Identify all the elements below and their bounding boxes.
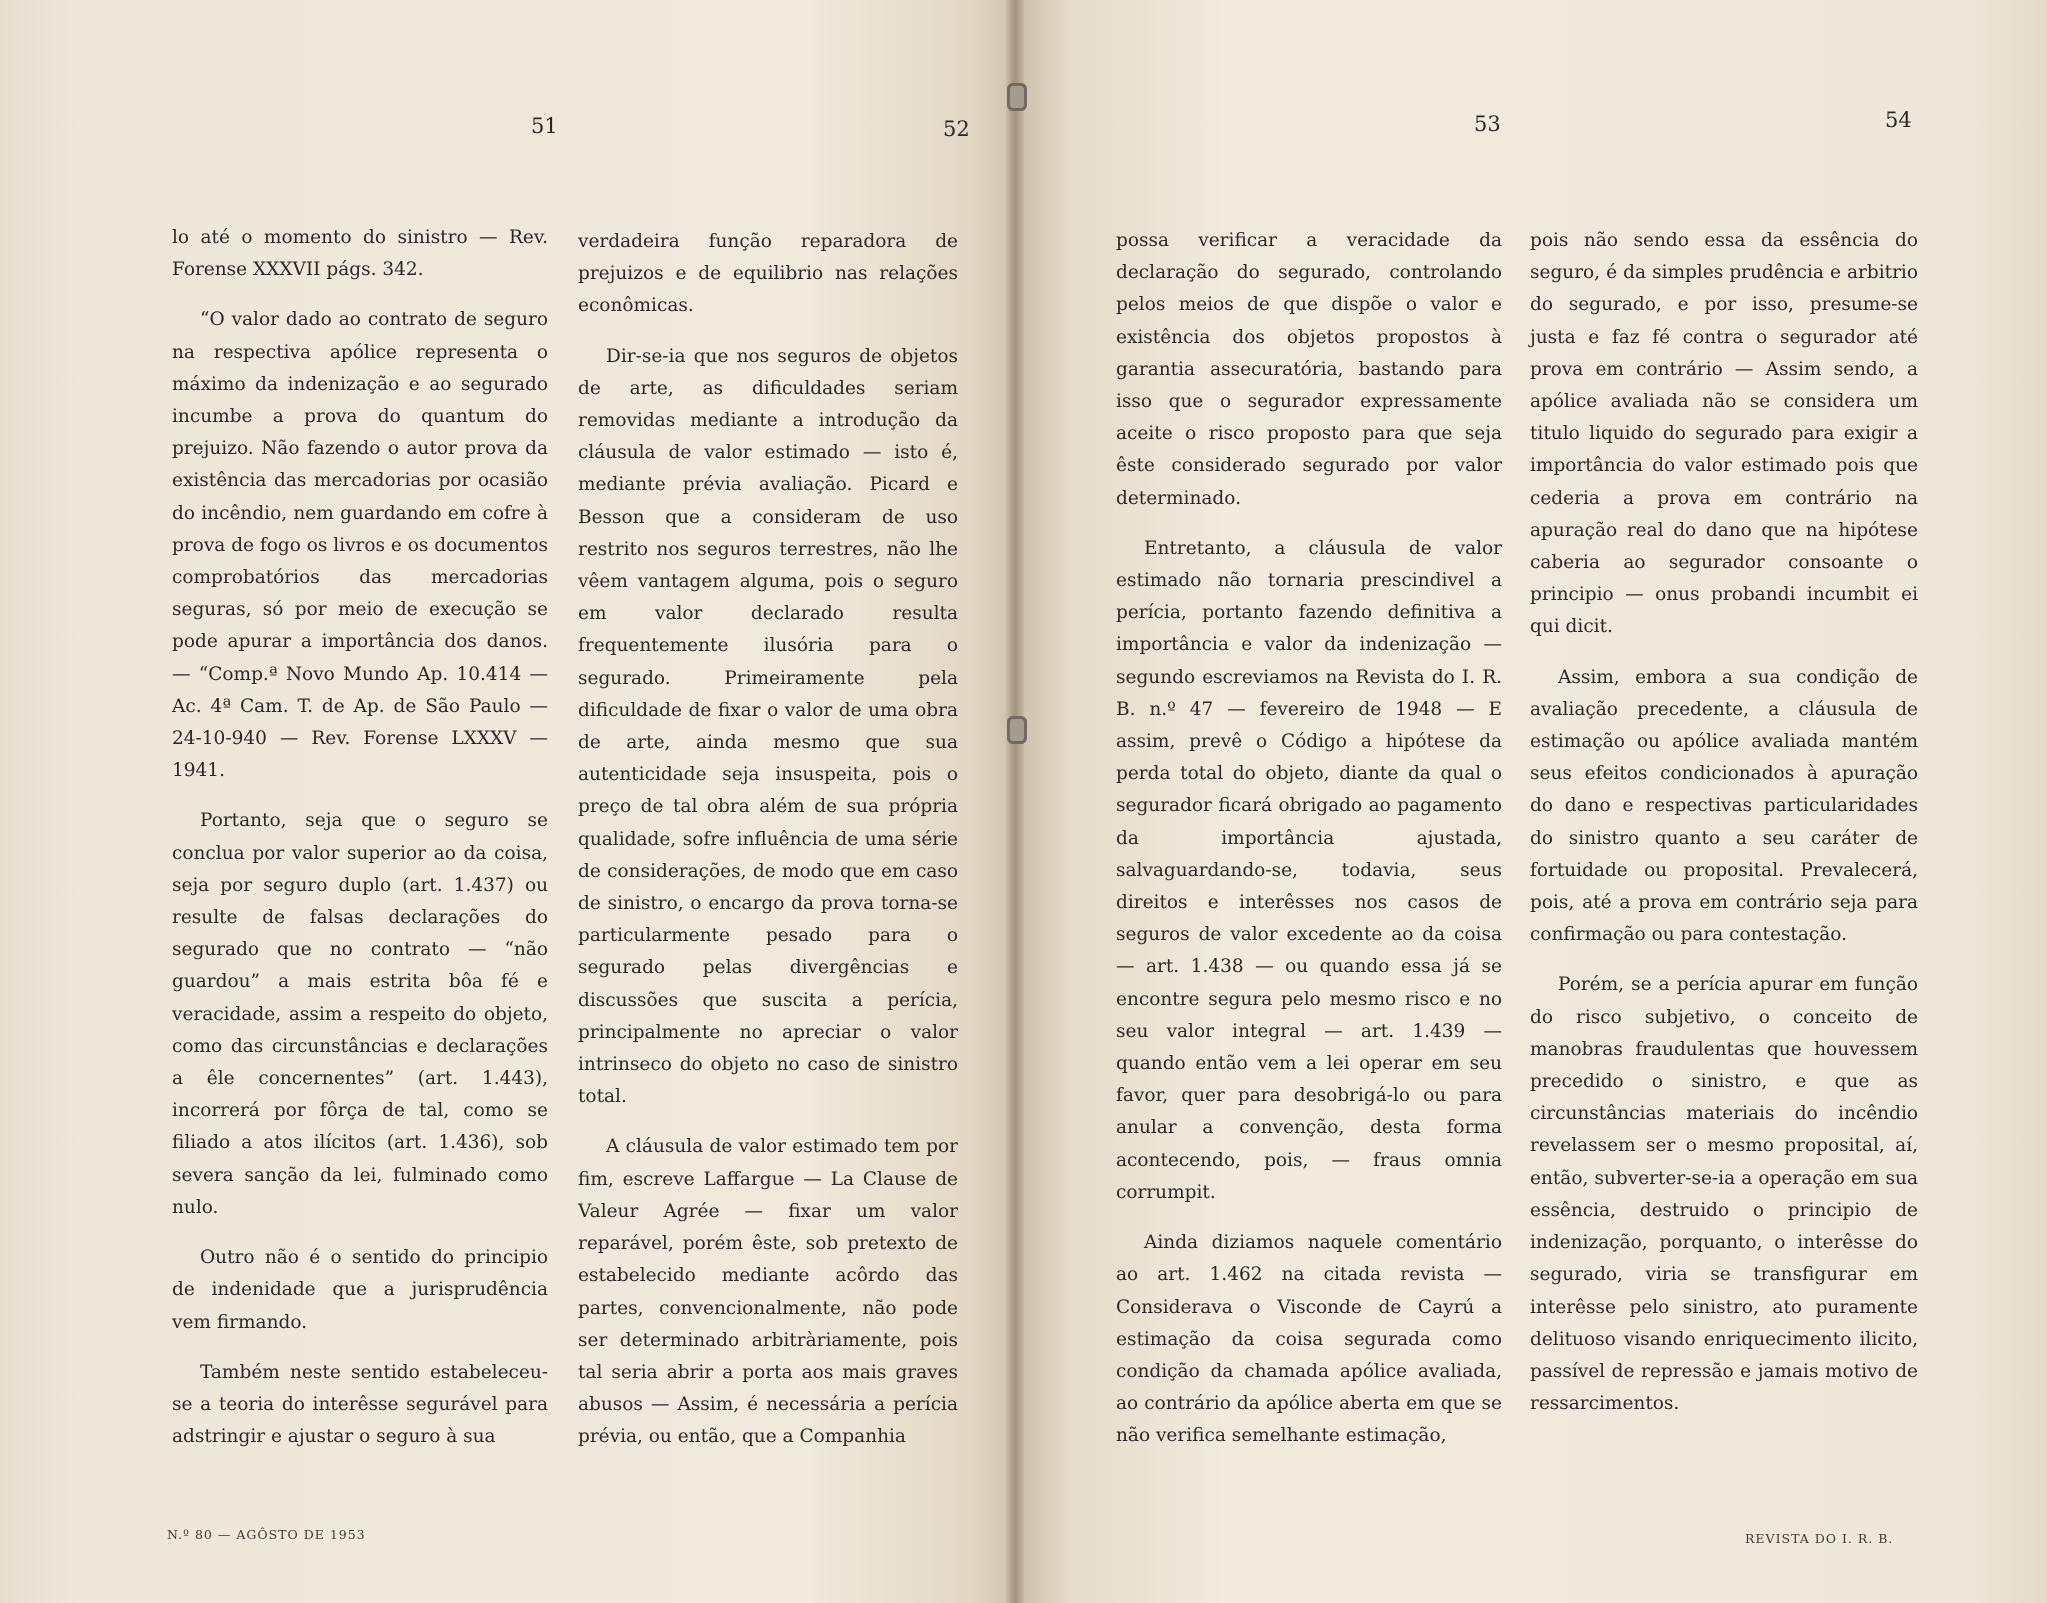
paragraph: Assim, embora a sua condição de avaliação precedente, a cláusula de estimação ou apólice avaliada mantém seus efeitos condicionados à apuração do dano e respectivas particularidades do sinistro quanto a seu caráter de fortuidade ou proposital. Prevalecerá, pois, até a prova em contrário seja para confirmação ou para contestação. (1530, 666, 1918, 946)
paragraph: pois não sendo essa da essência do seguro, é da simples prudência e arbitrio do segurado, e por isso, presume-se justa e faz fé contra o segurador até prova em contrário — Assim sendo, a apólice avaliada não se considera um titulo liquido do segurado para exigir a importância do valor estimado pois que cederia a prova em contrário na apuração real do dano que na hipótese caberia ao segurador consoante o principio — onus probandi incumbit ei qui dicit. (1530, 230, 1918, 638)
paragraph: Ainda diziamos naquele comentário ao art. 1.462 na citada revista — Considerava o Visconde de Cayrú a estimação da coisa segurada como condição da chamada apólice avaliada, ao contrário da apólice aberta em que se não verifica semelhante estimação, (1116, 1232, 1502, 1447)
page-number-51: 51 (531, 114, 558, 138)
paragraph: A cláusula de valor estimado tem por fim, escreve Laffargue — La Clause de Valeur Agrée — fixar um valor reparável, porém êste, sob pretexto de estabelecido mediante acôrdo das partes, convencionalmente, não pode ser determinado arbitràriamente, pois tal seria abrir a porta aos mais graves abusos — Assim, é necessária a perícia prévia, ou então, que a Companhia (578, 1136, 958, 1448)
paragraph: verdadeira função reparadora de prejuizos e de equilibrio nas relações econômicas. (578, 231, 958, 317)
paragraph: Dir-se-ia que nos seguros de objetos de arte, as dificuldades seriam removidas mediante a introdução da cláusula de valor estimado — isto é, mediante prévia avaliação. Picard e Besson que a consideram de uso restrito nos seguros terrestres, não lhe vêem vantagem alguma, pois o seguro em valor declarado resulta frequentemente ilusória para o segurado. Primeiramente pela dificuldade de fixar o valor de uma obra de arte, ainda mesmo que sua autenticidade seja insuspeita, pois o preço de tal obra além de sua própria qualidade, sofre influência de uma série de considerações, de modo que em caso de sinistro, o encargo da prova torna-se particularmente pesado para o segurado pelas divergências e discussões que suscita a perícia, principalmente no apreciar o valor intrinseco do objeto no caso de sinistro total. (578, 345, 958, 1108)
book-gutter (1006, 0, 1024, 1603)
text-column-page-51 (172, 222, 548, 1471)
staple-icon (1007, 716, 1027, 744)
page-number-54: 54 (1885, 108, 1912, 132)
footer-journal-name: REVISTA DO I. R. B. (1745, 1531, 1894, 1546)
paragraph: possa verificar a veracidade da declaração do segurado, controlando pelos meios de que dispõe o valor e existência dos objetos propostos à garantia assecuratória, bastando para isso que o segurador expressamente aceite o risco proposto para que seja êste considerado segurado por valor determinado. (1116, 230, 1502, 509)
page-number-53: 53 (1474, 112, 1501, 136)
text-column-page-53 (1116, 225, 1502, 1471)
footer-issue-date: N.º 80 — AGÔSTO DE 1953 (167, 1527, 366, 1542)
paragraph: Outro não é o sentido do principio de indenidade que a jurisprudência vem firmando. (172, 1247, 548, 1333)
paragraph: Portanto, seja que o seguro se conclua por valor superior ao da coisa, seja por seguro duplo (art. 1.437) ou resulte de falsas declarações do segurado que no contrato — “não guardou” a mais estrita bôa fé e veracidade, assim a respeito do objeto, como das circunstâncias e declarações a êle concernentes” (art. 1.443), incorrerá por fôrça de tal, como se filiado a atos ilícitos (art. 1.436), sob severa sanção da lei, fulminado como nulo. (172, 810, 548, 1218)
paragraph: lo até o momento do sinistro — Rev. Forense XXXVII págs. 342. (172, 227, 548, 281)
text-column-page-54 (1530, 225, 1918, 1438)
paragraph: Também neste sentido estabeleceu-se a teoria do interêsse segurável para adstringir e ajustar o seguro à sua (172, 1361, 548, 1448)
paragraph: “O valor dado ao contrato de seguro na respectiva apólice representa o máximo da indenização e ao segurado incumbe a prova do quantum do prejuizo. Não fazendo o autor prova da existência das mercadorias por ocasião do incêndio, nem guardando em cofre à prova de fogo os livros e os documentos comprobatórios das mercadorias seguras, só por meio de execução se pode apurar a importância dos danos. — “Comp.ª Novo Mundo Ap. 10.414 — Ac. 4ª Cam. T. de Ap. de São Paulo — 24-10-940 — Rev. Forense LXXXV — 1941. (172, 309, 548, 782)
text-column-page-52 (578, 226, 958, 1472)
page-number-52: 52 (943, 117, 970, 141)
staple-icon (1007, 83, 1027, 111)
paragraph: Porém, se a perícia apurar em função do risco subjetivo, o conceito de manobras fraudulentas que houvessem precedido o sinistro, e que as circunstâncias materiais do incêndio revelassem ser o mesmo proposital, aí, então, subverter-se-ia a operação em sua essência, destruido o principio de indenização, porquanto, o interêsse do segurado, viria se transfigurar em interêsse pelo sinistro, ato puramente delituoso visando enriquecimento ilicito, passível de repressão e jamais motivo de ressarcimentos. (1530, 974, 1918, 1415)
paragraph: Entretanto, a cláusula de valor estimado não tornaria prescindivel a perícia, portanto fazendo definitiva a importância e valor da indenização — segundo escreviamos na Revista do I. R. B. n.º 47 — fevereiro de 1948 — E assim, prevê o Código a hipótese da perda total do objeto, diante da qual o segurador ficará obrigado ao pagamento da importância ajustada, salvaguardando-se, todavia, seus direitos e interêsses nos casos de seguros de valor excedente ao da coisa — art. 1.438 — ou quando essa já se encontre segura pelo mesmo risco e no seu valor integral — art. 1.439 — quando então vem a lei operar em seu favor, quer para desobrigá-lo ou para anular a convenção, desta forma acontecendo, pois, — fraus omnia corrumpit. (1116, 537, 1502, 1203)
